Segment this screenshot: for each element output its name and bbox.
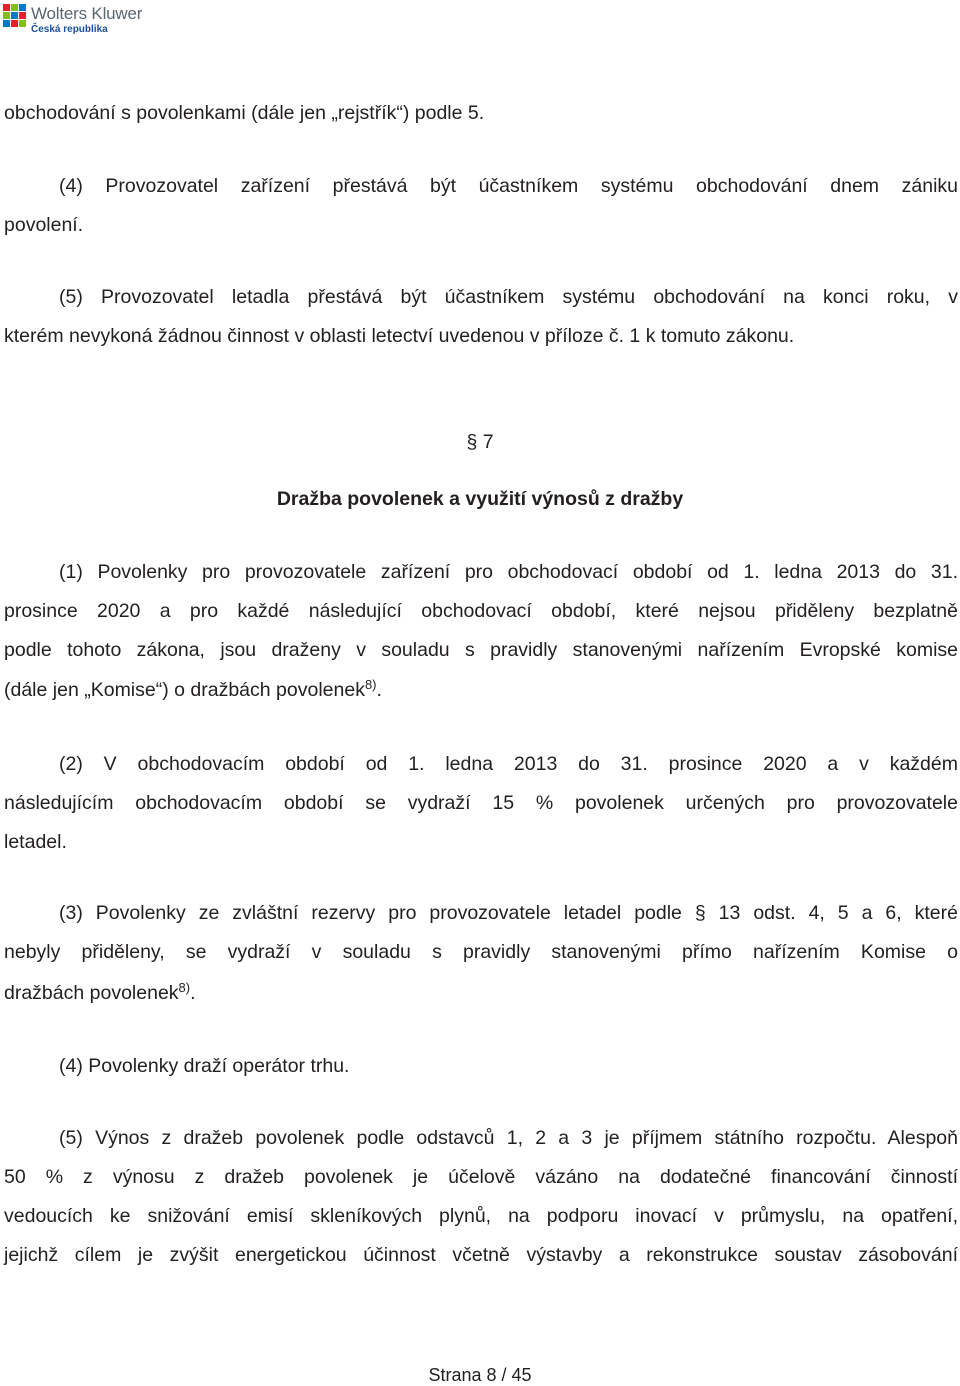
paragraph-line: povolení. <box>4 214 84 236</box>
paragraph-line: (2) V obchodovacím období od 1. ledna 2013 do 31. prosince 2020 a v každém <box>59 753 958 775</box>
paragraph-line: následujícím obchodovacím období se vydraží 15 % povolenek určených pro provozovatele <box>4 792 958 814</box>
paragraph-line: (3) Povolenky ze zvláštní rezervy pro provozovatele letadel podle § 13 odst. 4, 5 a 6, které <box>59 902 958 924</box>
paragraph-line: (5) Provozovatel letadla přestává být účastníkem systému obchodování na konci roku, v <box>59 286 958 308</box>
paragraph-line <box>4 677 382 701</box>
paragraph-line: jejichž cílem je zvýšit energetickou účinnost včetně výstavby a rekonstrukce soustav zásobování <box>4 1244 958 1266</box>
paragraph-line: nebyly přiděleny, se vydraží v souladu s pravidly stanovenými přímo nařízením Komise o <box>4 941 958 963</box>
paragraph-line: prosince 2020 a pro každé následující obchodovací období, které nejsou přiděleny bezplatně <box>4 600 958 622</box>
brand-name: Wolters Kluwer <box>31 4 143 23</box>
brand-subtitle: Česká republika <box>31 24 108 35</box>
wolters-kluwer-logo <box>2 2 142 35</box>
paragraph-line: obchodování s povolenkami (dále jen „rejstřík“) podle 5. <box>4 102 485 124</box>
paragraph-line: (1) Povolenky pro provozovatele zařízení pro obchodovací období od 1. ledna 2013 do 31. <box>59 561 958 583</box>
paragraph-text: . <box>190 982 196 1004</box>
footnote-reference: 8) <box>364 677 377 692</box>
paragraph-line: vedoucích ke snižování emisí skleníkových plynů, na podporu inovací v průmyslu, na opatření, <box>4 1205 958 1227</box>
section-title: Dražba povolenek a využití výnosů z dražby <box>276 488 684 510</box>
paragraph-line: (5) Výnos z dražeb povolenek podle odstavců 1, 2 a 3 je příjmem státního rozpočtu. Alespoň <box>59 1127 958 1149</box>
paragraph-line: (4) Provozovatel zařízení přestává být účastníkem systému obchodování dnem zániku <box>59 175 958 197</box>
wolters-kluwer-logo-icon <box>2 2 27 30</box>
paragraph-line: letadel. <box>4 831 67 853</box>
paragraph-text: . <box>376 679 382 701</box>
paragraph-text: (dále jen „Komise“) o dražbách povolenek <box>4 679 365 701</box>
footnote-reference: 8) <box>178 980 191 995</box>
paragraph-line: kterém nevykoná žádnou činnost v oblasti letectví uvedenou v příloze č. 1 k tomuto zákonu. <box>4 325 795 347</box>
paragraph-line: (4) Povolenky draží operátor trhu. <box>59 1055 350 1077</box>
section-number: § 7 <box>466 431 494 453</box>
paragraph-line <box>4 980 196 1004</box>
paragraph-line: podle tohoto zákona, jsou draženy v souladu s pravidly stanovenými nařízením Evropské komise <box>4 639 958 661</box>
page-number: Strana 8 / 45 <box>428 1365 532 1385</box>
paragraph-text: dražbách povolenek <box>4 982 179 1004</box>
paragraph-line: 50 % z výnosu z dražeb povolenek je účelově vázáno na dodatečné financování činností <box>4 1166 958 1188</box>
